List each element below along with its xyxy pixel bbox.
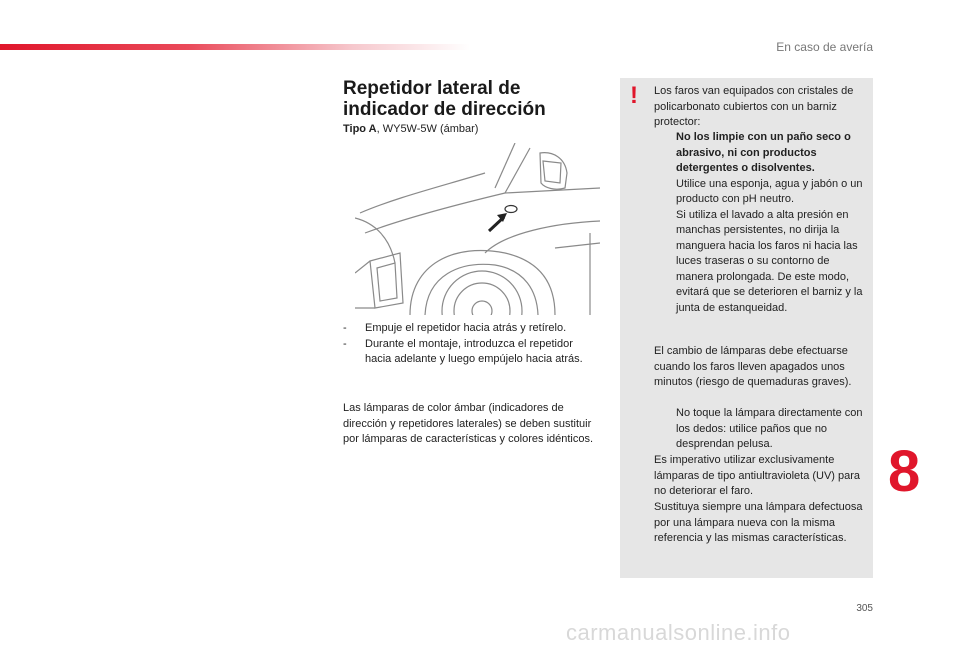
warning-item-text: No los limpie con un paño seco o abrasivo, ni con productos detergentes o disolventes.: [676, 131, 851, 174]
warning-item-text: Utilice una esponja, agua y jabón o un producto con pH neutro.: [676, 177, 863, 205]
section-title: En caso de avería: [776, 40, 873, 54]
watermark: carmanualsonline.info: [566, 620, 791, 645]
arrow-icon: [489, 213, 507, 231]
warning-para-4: Sustituya siempre una lámpara defectuosa por una lámpara nueva con la misma referencia y las mismas características.: [654, 501, 863, 544]
warning-para-2: El cambio de lámparas debe efectuarse cuando los faros lleven apagados unos minutos (riesgo de quemaduras graves).: [654, 345, 852, 388]
warning-para-3: Es imperativo utilizar exclusivamente lámparas de tipo antiultravioleta (UV) para no deteriorar el faro.: [654, 454, 861, 497]
dash-marker: -: [343, 337, 347, 350]
step-text: Durante el montaje, introduzca el repetidor hacia adelante y luego empújelo hacia atrás.: [365, 337, 583, 365]
list-item: [343, 321, 601, 337]
list-item: [654, 177, 868, 208]
warning-intro: Los faros van equipados con cristales de policarbonato cubiertos con un barniz protector:: [654, 85, 854, 128]
side-repeater-lamp: [505, 206, 517, 213]
warning-item-text: Si utiliza el lavado a alta presión en manchas persistentes, no dirija la manguera hacia los faros ni hacia las luces traseras o su contorno de manera prolongada. De este modo, evitará que se deterioren el barniz y la junta de estanqueidad.: [676, 208, 863, 314]
dash-marker: -: [343, 322, 347, 334]
list-item: [654, 130, 868, 177]
steps-list: [343, 321, 601, 368]
bulb-type: [343, 123, 478, 135]
warning-item-text: No toque la lámpara directamente con los dedos: utilice paños que no desprendan pelusa.: [676, 407, 863, 450]
warning-list-2: [654, 406, 868, 453]
lamp-note-paragraph: Las lámparas de color ámbar (indicadores de dirección y repetidores laterales) se deben sustituir por lámparas de características y colores idénticos.: [343, 402, 594, 445]
exclamation-icon: !: [630, 82, 638, 109]
page-title: Repetidor lateral de indicador de dirección: [343, 78, 546, 120]
warning-list-1: [654, 130, 868, 316]
list-item: [343, 337, 601, 368]
car-illustration-svg: [355, 143, 600, 315]
step-text: Empuje el repetidor hacia atrás y retírelo.: [365, 322, 567, 334]
bulb-type-value: , WY5W-5W (ámbar): [376, 123, 479, 135]
list-item: [654, 406, 868, 453]
list-item: [654, 208, 868, 317]
car-front-fender-illustration: [355, 143, 600, 315]
header-accent-bar: [0, 44, 470, 50]
chapter-number: 8: [888, 439, 921, 504]
bulb-type-label: Tipo A: [343, 123, 377, 135]
page-number: 305: [856, 603, 873, 614]
